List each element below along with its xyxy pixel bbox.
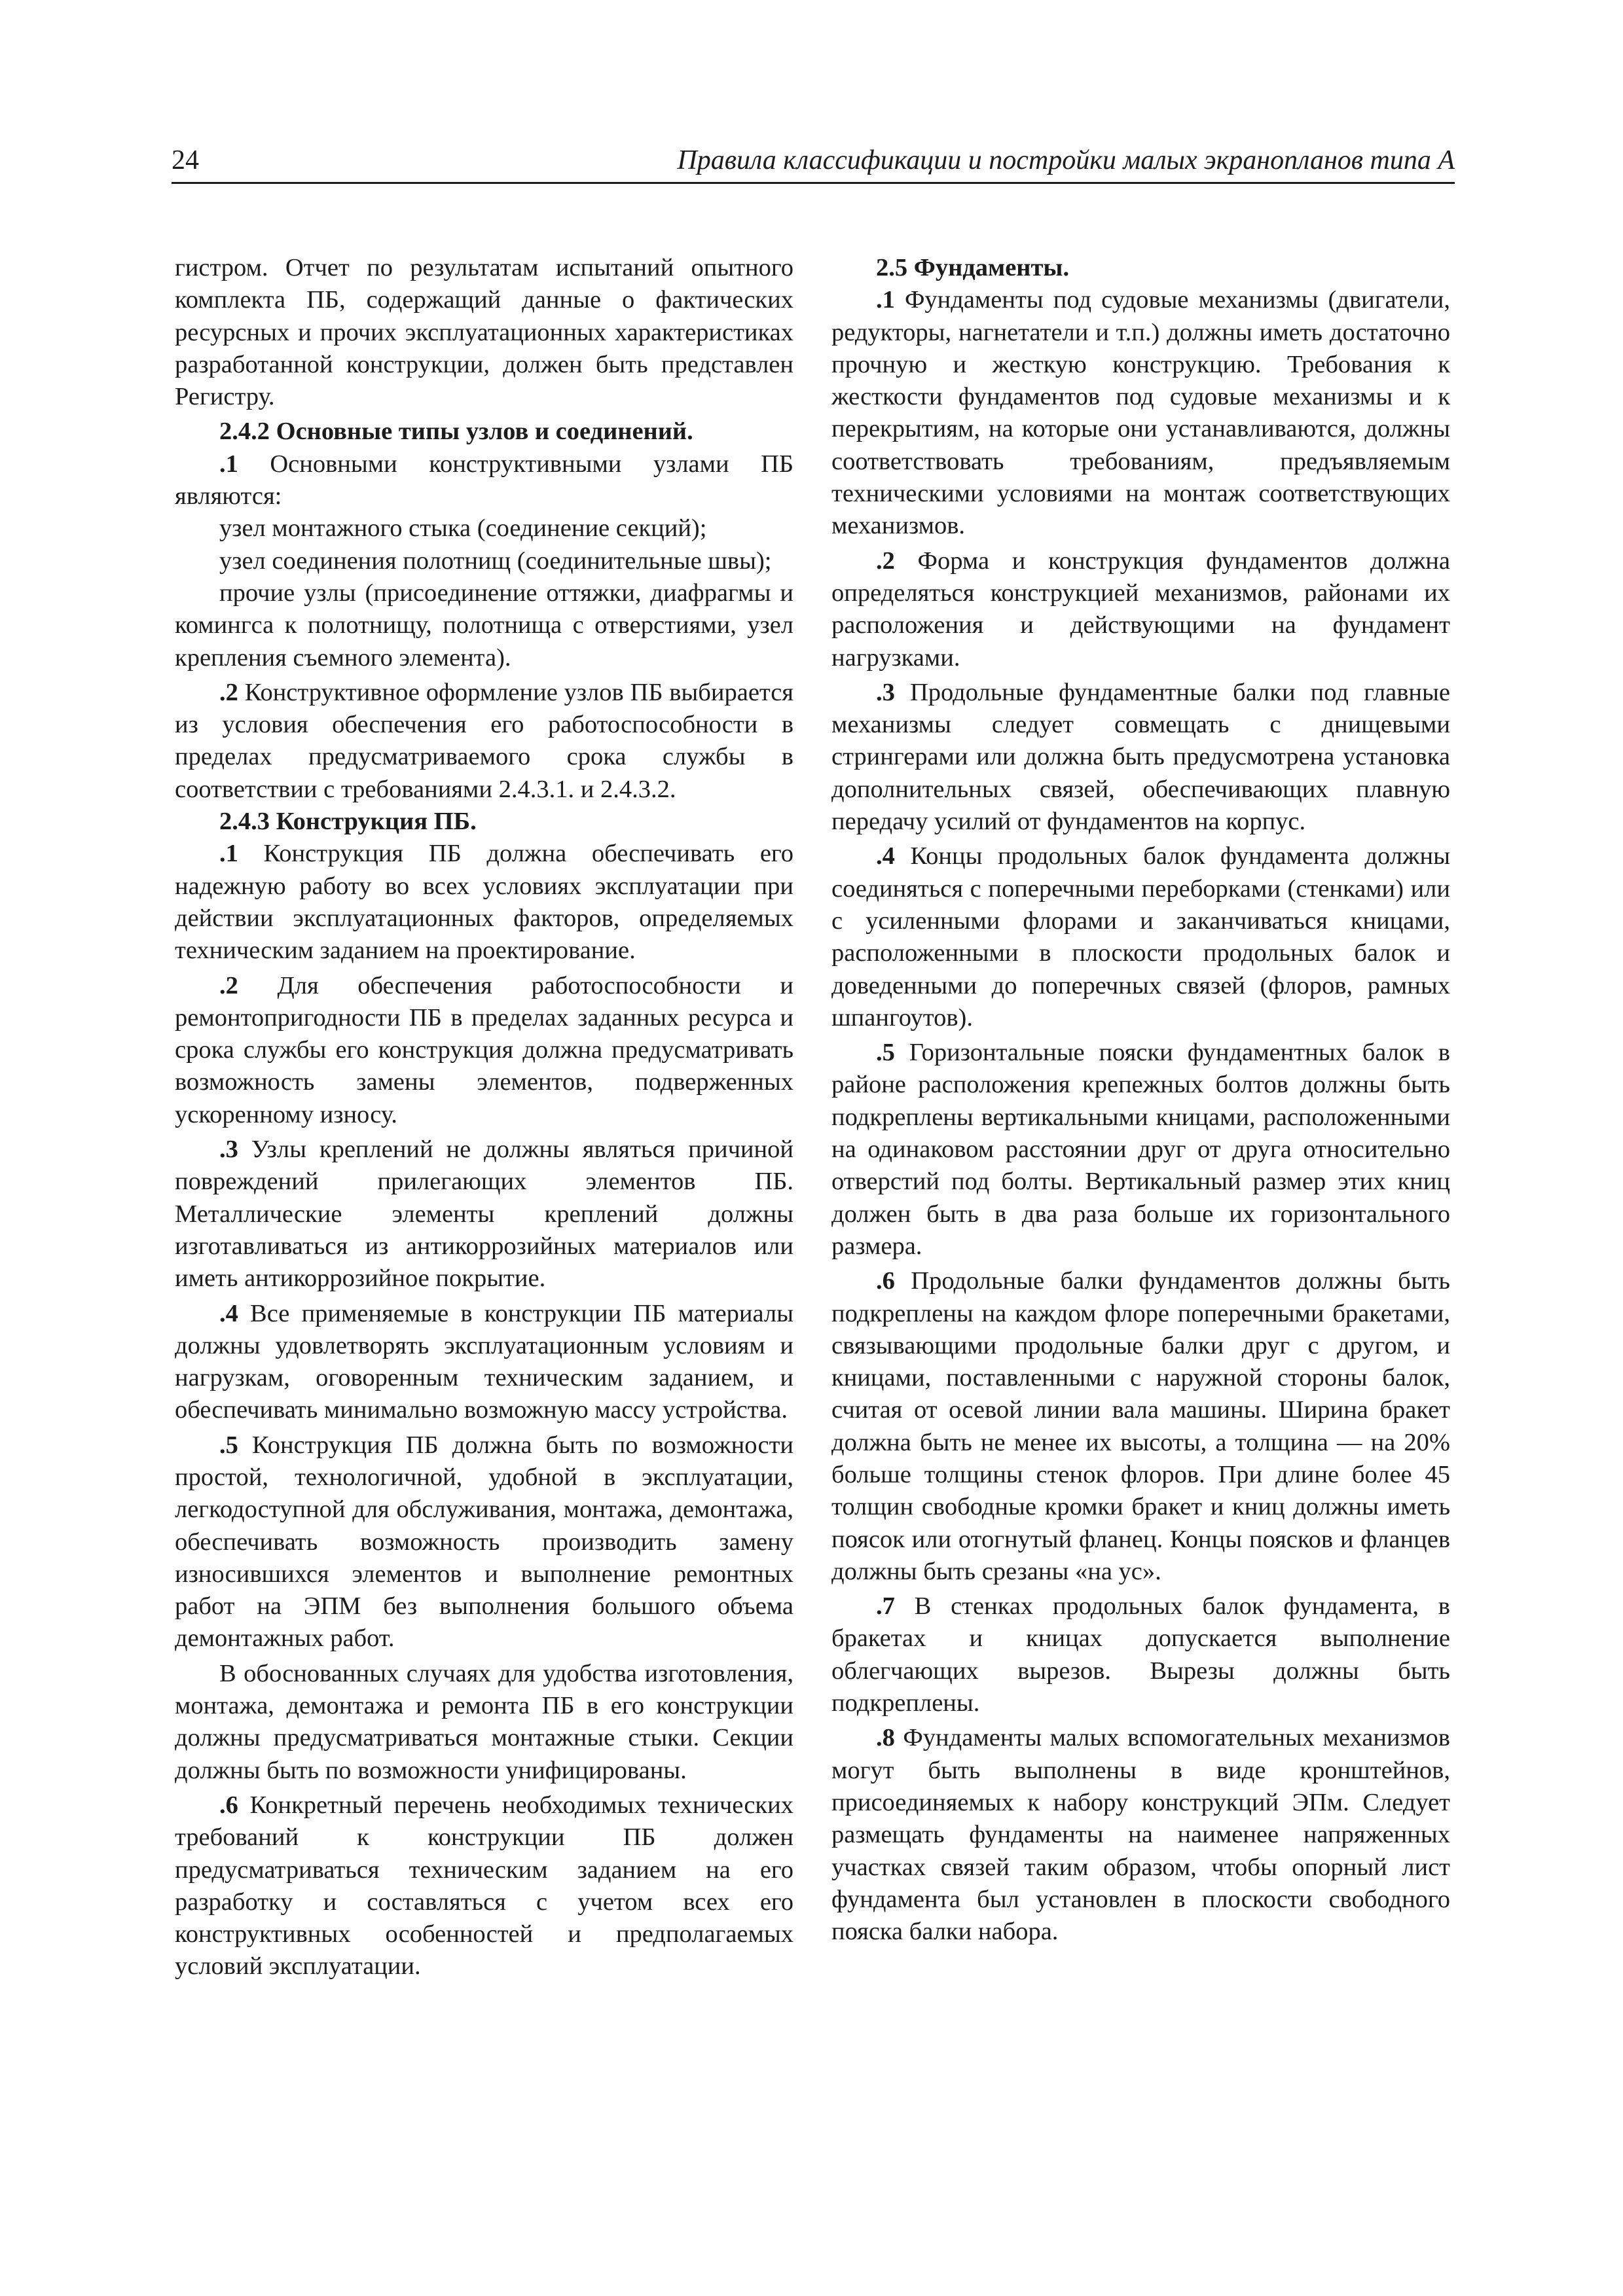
left-column — [175, 252, 793, 1983]
item-number: .8 — [876, 1724, 895, 1752]
item-number: .3 — [219, 1136, 238, 1164]
paragraph-text: Горизонтальные пояски фундаментных балок в районе расположения крепежных болтов должны быть подкреплены вертикальными кницами, расположенными на одинаковом расстоянии друг от друга относительно отверстий под болты. Вертикальный размер этих книц должен быть в два раза больше их горизонтального размера. — [831, 1039, 1450, 1260]
paragraph — [831, 1590, 1450, 1719]
paragraph — [831, 1722, 1450, 1948]
item-number: .7 — [876, 1592, 895, 1621]
list-item: прочие узлы (присоединение оттяжки, диафрагмы и комингса к полотнищу, полотнища с отверстиями, узел крепления съемного элемента). — [175, 579, 793, 672]
section-heading-2-5: 2.5 Фундаменты. — [876, 254, 1070, 281]
paragraph — [175, 1429, 793, 1655]
paragraph-text: Конкретный перечень необходимых технических требований к конструкции ПБ должен предусматриваться техническим заданием на его разработку и составляться с учетом всех его конструктивных особенностей и предполагаемых условий эксплуатации. — [175, 1791, 793, 1981]
paragraph-text: Конструкция ПБ должна быть по возможности простой, технологичной, удобной в эксплуатации, легкодоступной для обслуживания, монтажа, демонтажа, обеспечивать возможность производить замену износившихся элементов и выполнение ремонтных работ на ЭПМ без выполнения большого объема демонтажных работ. — [175, 1431, 793, 1653]
paragraph — [831, 677, 1450, 838]
paragraph — [175, 1134, 793, 1295]
section-heading-2-4-2: 2.4.2 Основные типы узлов и соединений. — [219, 418, 693, 446]
item-number: .2 — [876, 547, 895, 575]
paragraph: В обоснованных случаях для удобства изготовления, монтажа, демонтажа и ремонта ПБ в его конструкции должны предусматриваться монтажные стыки. Секции должны быть по возможности унифицированы. — [175, 1659, 793, 1784]
item-number: .1 — [219, 840, 238, 868]
paragraph — [175, 1298, 793, 1427]
paragraph — [175, 448, 793, 513]
paragraph-text: Продольные балки фундаментов должны быть подкреплены на каждом флоре поперечными бракетами, связывающими продольные балки друг с другом, и кницами, поставленными с наружной стороны балок, считая от осевой линии вала машины. Ширина бракет должна быть не менее их высоты, а толщина — на 20% больше толщины стенок флоров. При длине более 45 толщин свободные кромки бракет и книц должны иметь поясок или отогнутый фланец. Концы поясков и фланцев должны быть срезаны «на ус». — [831, 1267, 1450, 1585]
paragraph-text: Фундаменты малых вспомогательных механизмов могут быть выполнены в виде кронштейнов, присоединяемых к набору конструкций ЭПм. Следует размещать фундаменты на наименее напряженных участках связей таким образом, чтобы опорный лист фундамента был установлен в плоскости свободного пояска балки набора. — [831, 1724, 1450, 1946]
paragraph-text: Концы продольных балок фундамента должны соединяться с поперечными переборками (стенками) или с усиленными флорами и заканчиваться кницами, расположенными в плоскости продольных балок и доведенными до поперечных связей (флоров, рамных шпангоутов). — [831, 842, 1450, 1031]
paragraph — [175, 677, 793, 806]
page-number: 24 — [172, 145, 199, 175]
item-number: .1 — [219, 450, 238, 478]
paragraph-text: Форма и конструкция фундаментов должна определяться конструкцией механизмов, районами их расположения и действующими на фундамент нагрузками. — [831, 547, 1450, 672]
item-number: .4 — [219, 1299, 238, 1327]
paragraph-text: Основными конструктивными узлами ПБ являются: — [175, 450, 793, 511]
item-number: .5 — [876, 1039, 895, 1067]
paragraph-text: В стенках продольных балок фундамента, в бракетах и кницах допускается выполнение облегчающих вырезов. Вырезы должны быть подкреплены. — [831, 1592, 1450, 1717]
paragraph-text: Конструктивное оформление узлов ПБ выбирается из условия обеспечения его работоспособности в пределах предусматриваемого срока службы в соответствии с требованиями 2.4.3.1. и 2.4.3.2. — [175, 678, 793, 803]
item-number: .6 — [219, 1791, 238, 1819]
paragraph — [175, 838, 793, 967]
running-title: Правила классификации и постройки малых экранопланов типа А — [677, 145, 1455, 175]
right-column — [831, 252, 1450, 1948]
paragraph-text: Узлы креплений не должны являться причиной повреждений прилегающих элементов ПБ. Металлические элементы креплений должны изготавливаться из антикоррозийных материалов или иметь антикоррозийное покрытие. — [175, 1136, 793, 1293]
item-number: .2 — [219, 971, 238, 999]
paragraph-text: Конструкция ПБ должна обеспечивать его надежную работу во всех условиях эксплуатации при действии эксплуатационных факторов, определяемых техническим заданием на проектирование. — [175, 840, 793, 965]
paragraph-text: Все применяемые в конструкции ПБ материалы должны удовлетворять эксплуатационным условиям и нагрузкам, оговоренным техническим заданием, и обеспечивать минимально возможную массу устройства. — [175, 1299, 793, 1424]
list-item: узел монтажного стыка (соединение секций); — [219, 514, 707, 543]
paragraph-text: Фундаменты под судовые механизмы (двигатели, редукторы, нагнетатели и т.п.) должны иметь достаточно прочную и жесткую конструкцию. Требования к жесткости фундаментов под судовые механизмы и к перекрытиям, на которые они устанавливаются, должны соответствовать требованиям, предъявляемым техническими условиями на монтаж соответствующих механизмов. — [831, 286, 1450, 540]
list-item: узел соединения полотнищ (соединительные швы); — [219, 547, 772, 575]
item-number: .5 — [219, 1431, 238, 1459]
item-number: .4 — [876, 842, 895, 870]
paragraph — [831, 1265, 1450, 1588]
item-number: .1 — [876, 286, 895, 314]
paragraph — [175, 1789, 793, 1983]
paragraph — [831, 840, 1450, 1034]
item-number: .2 — [219, 678, 238, 706]
item-number: .6 — [876, 1267, 895, 1295]
paragraph-text: Продольные фундаментные балки под главные механизмы следует совмещать с днищевыми стрингерами или должна быть предусмотрена установка дополнительных связей, обеспечивающих плавную передачу усилий от фундаментов на корпус. — [831, 678, 1450, 836]
paragraph — [831, 284, 1450, 542]
paragraph: гистром. Отчет по результатам испытаний опытного комплекта ПБ, содержащий данные о фактических ресурсных и прочих эксплуатационных характеристиках разработанной конструкции, должен быть представлен Регистру. — [175, 254, 793, 411]
paragraph — [175, 970, 793, 1131]
item-number: .3 — [876, 678, 895, 706]
paragraph — [831, 545, 1450, 674]
paragraph — [831, 1037, 1450, 1263]
paragraph-text: Для обеспечения работоспособности и ремонтопригодности ПБ в пределах заданных ресурса и срока службы его конструкция должна предусматривать возможность замены элементов, подверженных ускоренному износу. — [175, 971, 793, 1128]
page-header — [172, 143, 1455, 184]
section-heading-2-4-3: 2.4.3 Конструкция ПБ. — [219, 808, 477, 836]
